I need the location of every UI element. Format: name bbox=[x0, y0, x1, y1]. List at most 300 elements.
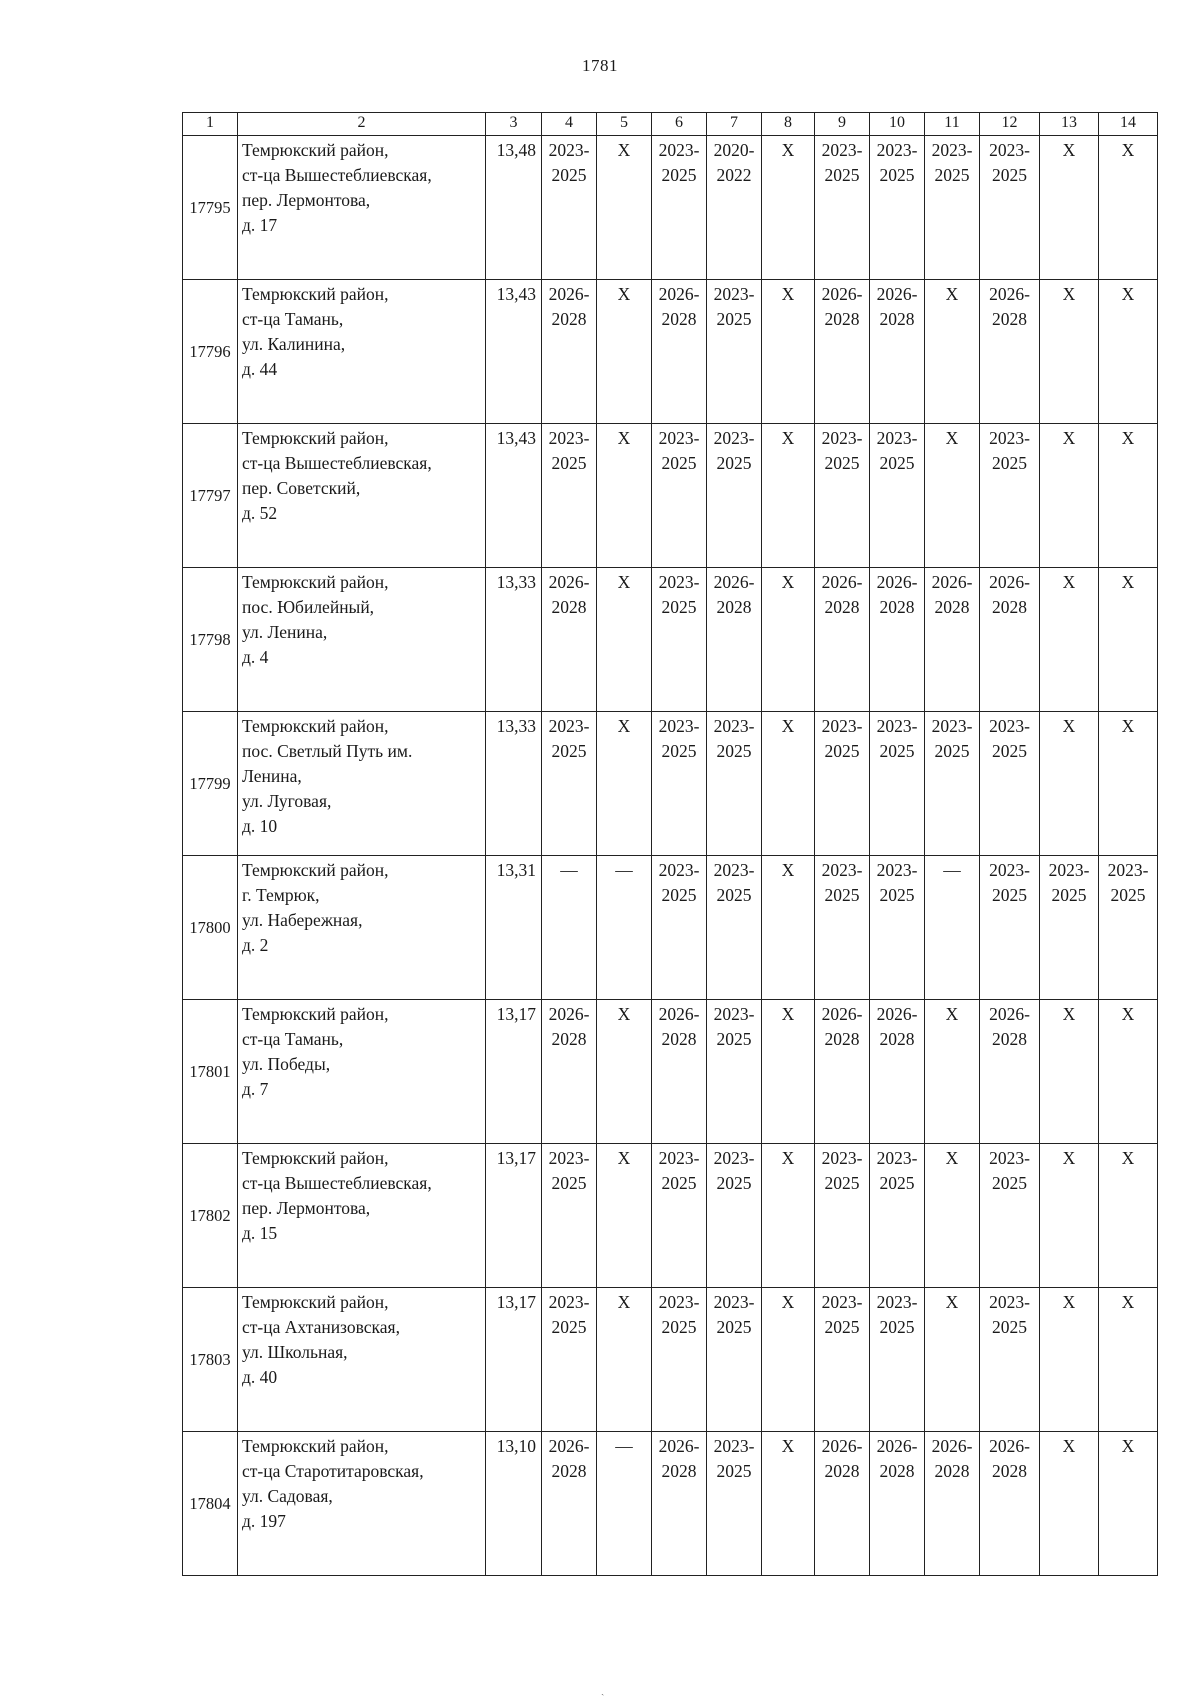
cell-c11 bbox=[925, 1432, 980, 1576]
column-header-13: 13 bbox=[1040, 113, 1099, 136]
period-part: 2025 bbox=[661, 1317, 697, 1337]
period-part: 2025 bbox=[551, 741, 587, 761]
period-part: 2023- bbox=[876, 1292, 918, 1312]
x-mark: X bbox=[1062, 1292, 1076, 1312]
address-line: пер. Лермонтова, bbox=[242, 1198, 371, 1218]
period-part: 2025 bbox=[824, 1173, 860, 1193]
period-part: 2025 bbox=[716, 453, 752, 473]
address-line: Темрюкский район, bbox=[242, 860, 389, 880]
period-part: 2022 bbox=[716, 165, 752, 185]
period-part: 2026- bbox=[876, 1004, 918, 1024]
x-mark: X bbox=[1062, 140, 1076, 160]
period-part: 2025 bbox=[934, 165, 970, 185]
period-part: 2028 bbox=[934, 597, 970, 617]
x-mark: X bbox=[781, 1004, 795, 1024]
address-line: Темрюкский район, bbox=[242, 1292, 389, 1312]
cell-c9 bbox=[815, 280, 870, 424]
x-mark: X bbox=[945, 284, 959, 304]
cell-c6 bbox=[652, 280, 707, 424]
period-part: 2026- bbox=[658, 1004, 700, 1024]
x-mark: X bbox=[1062, 716, 1076, 736]
cell-c7 bbox=[707, 1144, 762, 1288]
x-mark: X bbox=[1121, 572, 1135, 592]
cell-c12 bbox=[980, 1288, 1040, 1432]
period-part: 2025 bbox=[661, 165, 697, 185]
address-line: г. Темрюк, bbox=[242, 885, 320, 905]
cell-c7 bbox=[707, 856, 762, 1000]
x-mark: X bbox=[781, 860, 795, 880]
column-header-9: 9 bbox=[815, 113, 870, 136]
period-part: 2028 bbox=[934, 1461, 970, 1481]
row-number-cell: 17799 bbox=[183, 712, 238, 856]
cell-c13 bbox=[1040, 1000, 1099, 1144]
cell-c14 bbox=[1099, 136, 1158, 280]
table-row bbox=[183, 856, 1158, 1000]
address-line: ст-ца Вышестеблиевская, bbox=[242, 165, 432, 185]
period-part: 2023- bbox=[713, 284, 755, 304]
column-header-2: 2 bbox=[238, 113, 486, 136]
cell-c11 bbox=[925, 712, 980, 856]
period-part: 2026- bbox=[658, 284, 700, 304]
x-mark: X bbox=[781, 1292, 795, 1312]
table-row bbox=[183, 568, 1158, 712]
period-part: 2025 bbox=[992, 1173, 1027, 1193]
cell-c5 bbox=[597, 1144, 652, 1288]
cell-c8 bbox=[762, 1144, 815, 1288]
period-part: 2028 bbox=[824, 1461, 860, 1481]
x-mark: X bbox=[781, 572, 795, 592]
address-cell bbox=[238, 1288, 486, 1432]
cell-c14 bbox=[1099, 424, 1158, 568]
x-mark: X bbox=[1121, 140, 1135, 160]
period-part: 2025 bbox=[824, 165, 860, 185]
address-line: ст-ца Вышестеблиевская, bbox=[242, 1173, 432, 1193]
cell-c14 bbox=[1099, 712, 1158, 856]
rating-cell: 13,33 bbox=[486, 712, 542, 856]
period-part: 2023- bbox=[876, 428, 918, 448]
period-part: 2025 bbox=[551, 165, 587, 185]
cell-c9 bbox=[815, 1144, 870, 1288]
cell-c13 bbox=[1040, 1144, 1099, 1288]
cell-c9 bbox=[815, 136, 870, 280]
table-body bbox=[183, 136, 1158, 1576]
period-part: 2028 bbox=[879, 1461, 915, 1481]
period-part: 2023- bbox=[989, 716, 1030, 736]
period-part: 2020- bbox=[713, 140, 755, 160]
address-line: пер. Советский, bbox=[242, 478, 361, 498]
address-line: Ленина, bbox=[242, 766, 302, 786]
table-row bbox=[183, 280, 1158, 424]
period-part: 2026- bbox=[821, 284, 863, 304]
period-part: 2025 bbox=[992, 1317, 1027, 1337]
row-number-cell: 17804 bbox=[183, 1432, 238, 1576]
address-line: д. 4 bbox=[242, 647, 269, 667]
period-part: 2028 bbox=[992, 1461, 1027, 1481]
period-part: 2025 bbox=[879, 1173, 915, 1193]
cell-c11 bbox=[925, 1144, 980, 1288]
cell-c5 bbox=[597, 856, 652, 1000]
address-line: д. 17 bbox=[242, 215, 278, 235]
cell-c8 bbox=[762, 568, 815, 712]
column-header-8: 8 bbox=[762, 113, 815, 136]
address-line: пос. Юбилейный, bbox=[242, 597, 375, 617]
period-part: 2023- bbox=[658, 1148, 700, 1168]
address-line: Темрюкский район, bbox=[242, 1148, 389, 1168]
address-line: Темрюкский район, bbox=[242, 284, 389, 304]
cell-c12 bbox=[980, 712, 1040, 856]
row-number-cell: 17798 bbox=[183, 568, 238, 712]
rating-cell: 13,43 bbox=[486, 280, 542, 424]
x-mark: X bbox=[781, 1148, 795, 1168]
cell-c6 bbox=[652, 1288, 707, 1432]
address-line: д. 197 bbox=[242, 1511, 286, 1531]
address-line: ст-ца Тамань, bbox=[242, 309, 344, 329]
x-mark: X bbox=[617, 284, 631, 304]
period-part: 2028 bbox=[992, 309, 1027, 329]
period-part: 2023- bbox=[713, 1292, 755, 1312]
period-part: 2023- bbox=[713, 1436, 755, 1456]
period-part: 2026- bbox=[931, 1436, 973, 1456]
period-part: 2028 bbox=[992, 1029, 1027, 1049]
period-part: 2025 bbox=[661, 885, 697, 905]
cell-c12 bbox=[980, 1144, 1040, 1288]
period-part: 2026- bbox=[989, 1004, 1030, 1024]
cell-c10 bbox=[870, 136, 925, 280]
address-line: ул. Набережная, bbox=[242, 910, 363, 930]
cell-c8 bbox=[762, 1288, 815, 1432]
x-mark: X bbox=[1121, 428, 1135, 448]
period-part: 2023- bbox=[713, 860, 755, 880]
cell-c12 bbox=[980, 568, 1040, 712]
cell-c5 bbox=[597, 1432, 652, 1576]
cell-c10 bbox=[870, 280, 925, 424]
period-part: 2026- bbox=[821, 572, 863, 592]
address-line: д. 15 bbox=[242, 1223, 278, 1243]
address-line: Темрюкский район, bbox=[242, 1436, 389, 1456]
period-part: 2025 bbox=[716, 741, 752, 761]
cell-c9 bbox=[815, 856, 870, 1000]
period-part: 2026- bbox=[931, 572, 973, 592]
cell-c14 bbox=[1099, 568, 1158, 712]
row-number-cell: 17795 bbox=[183, 136, 238, 280]
cell-c5 bbox=[597, 712, 652, 856]
cell-c12 bbox=[980, 1432, 1040, 1576]
address-cell bbox=[238, 424, 486, 568]
cell-c4 bbox=[542, 280, 597, 424]
period-part: 2028 bbox=[879, 1029, 915, 1049]
period-part: 2025 bbox=[879, 165, 915, 185]
period-part: 2023- bbox=[876, 140, 918, 160]
column-header-4: 4 bbox=[542, 113, 597, 136]
period-part: 2023- bbox=[931, 716, 973, 736]
x-mark: X bbox=[1121, 1436, 1135, 1456]
rating-cell: 13,31 bbox=[486, 856, 542, 1000]
period-part: 2026- bbox=[989, 1436, 1030, 1456]
cell-c8 bbox=[762, 856, 815, 1000]
period-part: 2025 bbox=[551, 1173, 587, 1193]
period-part: 2026- bbox=[876, 284, 918, 304]
address-line: пос. Светлый Путь им. bbox=[242, 741, 413, 761]
period-part: 2023- bbox=[989, 1148, 1030, 1168]
period-part: 2025 bbox=[716, 1029, 752, 1049]
x-mark: X bbox=[781, 716, 795, 736]
address-line: ул. Луговая, bbox=[242, 791, 332, 811]
period-part: 2023- bbox=[989, 860, 1030, 880]
cell-c12 bbox=[980, 424, 1040, 568]
period-part: 2023- bbox=[876, 860, 918, 880]
period-part: 2023- bbox=[713, 428, 755, 448]
cell-c5 bbox=[597, 136, 652, 280]
period-part: 2028 bbox=[551, 1461, 587, 1481]
period-part: 2025 bbox=[661, 1173, 697, 1193]
address-cell bbox=[238, 568, 486, 712]
x-mark: X bbox=[1062, 1148, 1076, 1168]
column-header-6: 6 bbox=[652, 113, 707, 136]
rating-cell: 13,48 bbox=[486, 136, 542, 280]
x-mark: X bbox=[1062, 1004, 1076, 1024]
cell-c9 bbox=[815, 1000, 870, 1144]
x-mark: X bbox=[945, 1292, 959, 1312]
cell-c13 bbox=[1040, 280, 1099, 424]
cell-c4 bbox=[542, 1144, 597, 1288]
table-row bbox=[183, 1432, 1158, 1576]
address-line: ст-ца Старотитаровская, bbox=[242, 1461, 424, 1481]
cell-c4 bbox=[542, 712, 597, 856]
period-part: 2028 bbox=[824, 309, 860, 329]
period-part: 2025 bbox=[1051, 885, 1087, 905]
cell-c6 bbox=[652, 712, 707, 856]
dash-mark: — bbox=[943, 860, 961, 880]
period-part: 2023- bbox=[658, 716, 700, 736]
period-part: 2025 bbox=[716, 1317, 752, 1337]
cell-c14 bbox=[1099, 856, 1158, 1000]
cell-c7 bbox=[707, 280, 762, 424]
address-cell bbox=[238, 136, 486, 280]
period-part: 2023- bbox=[989, 428, 1030, 448]
cell-c11 bbox=[925, 856, 980, 1000]
cell-c4 bbox=[542, 1432, 597, 1576]
x-mark: X bbox=[945, 1148, 959, 1168]
cell-c11 bbox=[925, 424, 980, 568]
address-cell bbox=[238, 712, 486, 856]
period-part: 2026- bbox=[548, 1004, 590, 1024]
period-part: 2025 bbox=[1110, 885, 1146, 905]
period-part: 2026- bbox=[989, 284, 1030, 304]
address-line: ст-ца Ахтанизовская, bbox=[242, 1317, 400, 1337]
row-number-cell: 17797 bbox=[183, 424, 238, 568]
period-part: 2025 bbox=[716, 885, 752, 905]
row-number-cell: 17796 bbox=[183, 280, 238, 424]
rating-cell: 13,17 bbox=[486, 1288, 542, 1432]
period-part: 2025 bbox=[992, 885, 1027, 905]
period-part: 2023- bbox=[548, 140, 590, 160]
row-number-cell: 17801 bbox=[183, 1000, 238, 1144]
row-number-cell: 17803 bbox=[183, 1288, 238, 1432]
cell-c10 bbox=[870, 1144, 925, 1288]
address-cell bbox=[238, 1000, 486, 1144]
cell-c6 bbox=[652, 1432, 707, 1576]
address-line: Темрюкский район, bbox=[242, 572, 389, 592]
cell-c4 bbox=[542, 568, 597, 712]
period-part: 2025 bbox=[716, 1461, 752, 1481]
cell-c12 bbox=[980, 136, 1040, 280]
x-mark: X bbox=[617, 140, 631, 160]
period-part: 2025 bbox=[661, 741, 697, 761]
address-line: Темрюкский район, bbox=[242, 140, 389, 160]
period-part: 2023- bbox=[821, 140, 863, 160]
period-part: 2023- bbox=[713, 1148, 755, 1168]
cell-c13 bbox=[1040, 424, 1099, 568]
cell-c8 bbox=[762, 280, 815, 424]
cell-c6 bbox=[652, 856, 707, 1000]
cell-c9 bbox=[815, 1432, 870, 1576]
period-part: 2023- bbox=[989, 1292, 1030, 1312]
header-row bbox=[183, 113, 1158, 136]
address-cell bbox=[238, 1432, 486, 1576]
cell-c8 bbox=[762, 1000, 815, 1144]
cell-c10 bbox=[870, 712, 925, 856]
cell-c7 bbox=[707, 136, 762, 280]
cell-c5 bbox=[597, 1288, 652, 1432]
dash-mark: — bbox=[615, 860, 633, 880]
x-mark: X bbox=[1062, 572, 1076, 592]
x-mark: X bbox=[1121, 1004, 1135, 1024]
period-part: 2026- bbox=[876, 572, 918, 592]
x-mark: X bbox=[617, 572, 631, 592]
address-line: д. 2 bbox=[242, 935, 269, 955]
period-part: 2026- bbox=[989, 572, 1030, 592]
table-row bbox=[183, 1288, 1158, 1432]
period-part: 2025 bbox=[824, 885, 860, 905]
rating-cell: 13,43 bbox=[486, 424, 542, 568]
period-part: 2023- bbox=[821, 860, 863, 880]
period-part: 2023- bbox=[548, 716, 590, 736]
x-mark: X bbox=[945, 1004, 959, 1024]
column-header-3: 3 bbox=[486, 113, 542, 136]
cell-c5 bbox=[597, 1000, 652, 1144]
period-part: 2023- bbox=[989, 140, 1030, 160]
address-cell bbox=[238, 1144, 486, 1288]
period-part: 2025 bbox=[824, 453, 860, 473]
period-part: 2023- bbox=[548, 428, 590, 448]
rating-cell: 13,10 bbox=[486, 1432, 542, 1576]
x-mark: X bbox=[617, 1292, 631, 1312]
period-part: 2026- bbox=[548, 572, 590, 592]
rating-cell: 13,33 bbox=[486, 568, 542, 712]
address-line: ул. Школьная, bbox=[242, 1342, 348, 1362]
dash-mark: — bbox=[615, 1436, 633, 1456]
cell-c4 bbox=[542, 1288, 597, 1432]
period-part: 2028 bbox=[879, 597, 915, 617]
period-part: 2028 bbox=[661, 309, 697, 329]
x-mark: X bbox=[617, 1148, 631, 1168]
cell-c14 bbox=[1099, 1000, 1158, 1144]
x-mark: X bbox=[781, 1436, 795, 1456]
cell-c6 bbox=[652, 568, 707, 712]
period-part: 2026- bbox=[876, 1436, 918, 1456]
table-row bbox=[183, 1000, 1158, 1144]
column-header-11: 11 bbox=[925, 113, 980, 136]
cell-c10 bbox=[870, 1432, 925, 1576]
address-line: пер. Лермонтова, bbox=[242, 190, 371, 210]
cell-c11 bbox=[925, 136, 980, 280]
period-part: 2025 bbox=[551, 453, 587, 473]
scan-mark: ˏ bbox=[601, 1685, 605, 1696]
period-part: 2026- bbox=[658, 1436, 700, 1456]
address-line: ул. Ленина, bbox=[242, 622, 328, 642]
cell-c13 bbox=[1040, 1432, 1099, 1576]
address-line: д. 10 bbox=[242, 816, 278, 836]
cell-c6 bbox=[652, 1144, 707, 1288]
cell-c11 bbox=[925, 1288, 980, 1432]
period-part: 2028 bbox=[716, 597, 752, 617]
address-line: ст-ца Вышестеблиевская, bbox=[242, 453, 432, 473]
period-part: 2025 bbox=[992, 165, 1027, 185]
cell-c4 bbox=[542, 424, 597, 568]
row-number-cell: 17800 bbox=[183, 856, 238, 1000]
column-header-7: 7 bbox=[707, 113, 762, 136]
cell-c7 bbox=[707, 712, 762, 856]
period-part: 2028 bbox=[661, 1461, 697, 1481]
cell-c5 bbox=[597, 424, 652, 568]
cell-c10 bbox=[870, 856, 925, 1000]
cell-c9 bbox=[815, 424, 870, 568]
period-part: 2023- bbox=[658, 860, 700, 880]
period-part: 2023- bbox=[713, 1004, 755, 1024]
period-part: 2028 bbox=[551, 309, 587, 329]
cell-c7 bbox=[707, 1432, 762, 1576]
period-part: 2025 bbox=[879, 741, 915, 761]
cell-c12 bbox=[980, 856, 1040, 1000]
cell-c6 bbox=[652, 424, 707, 568]
cell-c9 bbox=[815, 712, 870, 856]
period-part: 2026- bbox=[821, 1436, 863, 1456]
cell-c13 bbox=[1040, 1288, 1099, 1432]
period-part: 2028 bbox=[551, 1029, 587, 1049]
cell-c6 bbox=[652, 1000, 707, 1144]
cell-c6 bbox=[652, 136, 707, 280]
address-line: д. 40 bbox=[242, 1367, 278, 1387]
address-cell bbox=[238, 856, 486, 1000]
table-row bbox=[183, 424, 1158, 568]
period-part: 2028 bbox=[992, 597, 1027, 617]
cell-c12 bbox=[980, 280, 1040, 424]
period-part: 2026- bbox=[821, 1004, 863, 1024]
period-part: 2023- bbox=[658, 572, 700, 592]
column-header-12: 12 bbox=[980, 113, 1040, 136]
cell-c11 bbox=[925, 568, 980, 712]
period-part: 2023- bbox=[876, 716, 918, 736]
cell-c13 bbox=[1040, 136, 1099, 280]
address-line: Темрюкский район, bbox=[242, 428, 389, 448]
x-mark: X bbox=[781, 140, 795, 160]
period-part: 2028 bbox=[661, 1029, 697, 1049]
period-part: 2023- bbox=[876, 1148, 918, 1168]
table-row bbox=[183, 136, 1158, 280]
period-part: 2026- bbox=[548, 284, 590, 304]
period-part: 2025 bbox=[879, 1317, 915, 1337]
cell-c9 bbox=[815, 1288, 870, 1432]
cell-c11 bbox=[925, 1000, 980, 1144]
cell-c14 bbox=[1099, 1432, 1158, 1576]
period-part: 2025 bbox=[824, 741, 860, 761]
cell-c13 bbox=[1040, 712, 1099, 856]
address-line: ст-ца Тамань, bbox=[242, 1029, 344, 1049]
period-part: 2028 bbox=[824, 1029, 860, 1049]
x-mark: X bbox=[617, 1004, 631, 1024]
cell-c14 bbox=[1099, 280, 1158, 424]
period-part: 2025 bbox=[992, 741, 1027, 761]
